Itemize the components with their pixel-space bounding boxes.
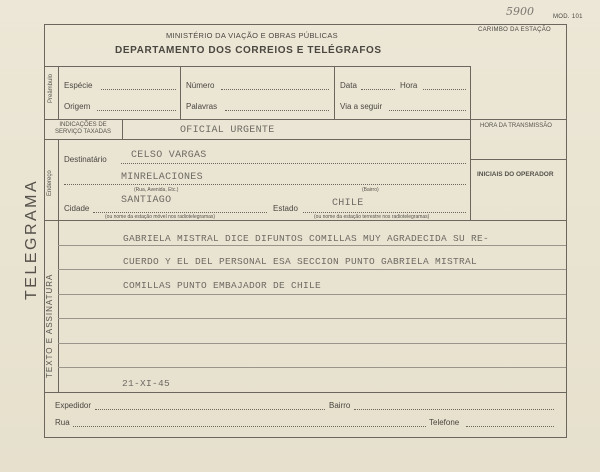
operador-label: INICIAIS DO OPERADOR	[477, 171, 554, 178]
rua-label: Rua	[55, 418, 70, 427]
destinatario-line	[121, 163, 466, 164]
preamble-divider	[58, 66, 59, 119]
palavras-line	[225, 110, 329, 111]
preamble-side-label: Preâmbulo	[48, 73, 54, 103]
cidade-value: SANTIAGO	[121, 195, 172, 206]
preamble-top	[44, 66, 470, 67]
service-value: OFICIAL URGENTE	[180, 125, 275, 136]
text-rule-2	[58, 269, 566, 270]
estado-caption: (ou nome da estação terrestre nos radiotelegramas)	[314, 214, 430, 220]
frame-right	[566, 24, 567, 437]
transmissao-bottom	[470, 159, 566, 160]
destinatario-value: CELSO VARGAS	[131, 150, 207, 161]
department-title: DEPARTAMENTO DOS CORREIOS E TELÉGRAFOS	[115, 45, 382, 56]
frame-bottom	[44, 437, 567, 438]
data-label: Data	[340, 81, 357, 90]
address-divider	[58, 139, 59, 220]
via-label: Via a seguir	[340, 102, 383, 111]
text-rule-4	[58, 318, 566, 319]
text-rule-1	[58, 245, 566, 246]
via-line	[389, 110, 466, 111]
message-line-3: COMILLAS PUNTO EMBAJADOR DE CHILE	[123, 280, 322, 291]
side-title: TELEGRAMA	[23, 178, 40, 300]
telefone-line	[466, 426, 554, 427]
ministry-title: MINISTÉRIO DA VIAÇÃO E OBRAS PÚBLICAS	[166, 31, 338, 40]
right-column-divider	[470, 119, 471, 220]
street-caption: (Rua, Avenida, Etc.)	[134, 187, 179, 193]
especie-label: Espécie	[64, 81, 93, 90]
message-line-1: GABRIELA MISTRAL DICE DIFUNTOS COMILLAS MUY AGRADECIDA SU RE-	[123, 233, 490, 244]
estado-label: Estado	[273, 204, 298, 213]
estado-value: CHILE	[332, 198, 364, 209]
cidade-line	[93, 212, 267, 213]
preamble-right	[470, 66, 471, 119]
street-line	[64, 184, 466, 185]
handwritten-number: 5900	[506, 5, 534, 18]
estado-line	[303, 212, 466, 213]
text-bottom	[44, 392, 566, 393]
bairro-caption: (Bairro)	[362, 187, 379, 193]
hora-transmissao-label: HORA DA TRANSMISSÃO	[480, 123, 552, 129]
cidade-caption: (ou nome da estação móvel nos radiotelegramas)	[105, 214, 216, 220]
origem-line	[97, 110, 176, 111]
message-line-2: CUERDO Y EL DEL PERSONAL ESA SECCION PUNTO GABRIELA MISTRAL	[123, 256, 478, 267]
hora-label: Hora	[400, 81, 418, 90]
address-side-label: Endereço	[47, 170, 53, 196]
destinatario-label: Destinatário	[64, 155, 107, 164]
numero-line	[221, 89, 329, 90]
stamp-label: CARIMBO DA ESTAÇÃO	[478, 27, 551, 33]
telefone-label: Telefone	[429, 418, 460, 427]
especie-line	[101, 89, 176, 90]
numero-label: Número	[186, 81, 215, 90]
rua-line	[73, 426, 426, 427]
cidade-label: Cidade	[64, 204, 90, 213]
hora-line	[423, 89, 466, 90]
street-value: MINRELACIONES	[121, 172, 203, 183]
bairro-line	[354, 409, 554, 410]
bairro-label: Bairro	[329, 401, 351, 410]
indicacoes-label	[47, 122, 119, 136]
expedidor-label: Expedidor	[55, 401, 92, 410]
message-date: 21-XI-45	[122, 378, 171, 389]
expedidor-line	[95, 409, 325, 410]
data-line	[361, 89, 395, 90]
address-bottom	[44, 220, 566, 221]
indicacoes-text: INDICAÇÕES DE SERVIÇO TAXADAS	[54, 122, 112, 135]
text-rule-6	[58, 367, 566, 368]
text-side-label: TEXTO E ASSINATURA	[45, 273, 54, 378]
text-rule-3	[58, 294, 566, 295]
model-number: MOD. 101	[553, 14, 583, 20]
service-divider	[122, 119, 123, 139]
service-bottom	[44, 139, 470, 140]
frame-top	[44, 24, 566, 25]
preamble-col1	[180, 66, 181, 119]
preamble-col2	[334, 66, 335, 119]
text-rule-5	[58, 343, 566, 344]
palavras-label: Palavras	[186, 102, 218, 111]
origem-label: Origem	[64, 102, 91, 111]
